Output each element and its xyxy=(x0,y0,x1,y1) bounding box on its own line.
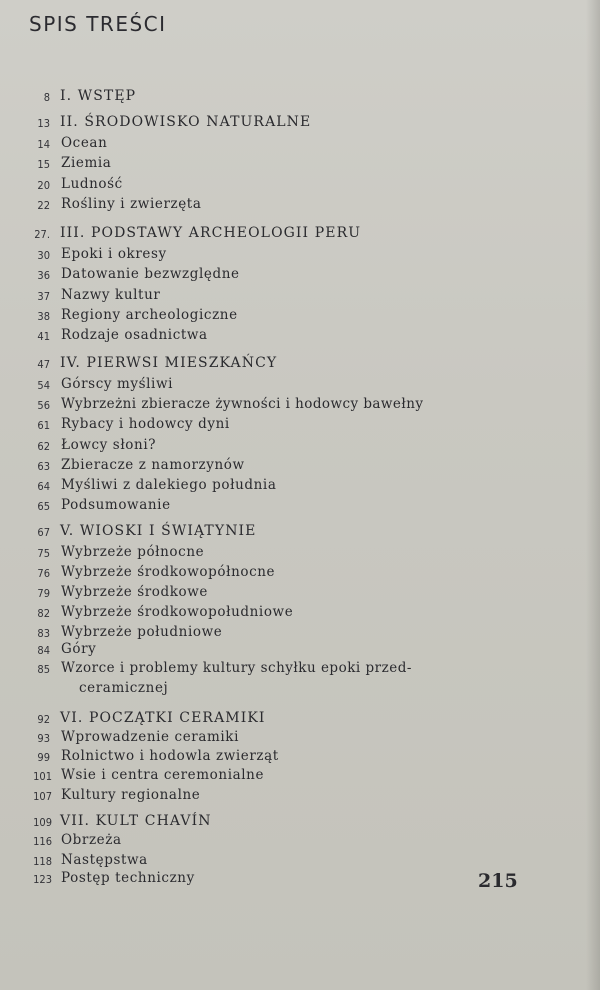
toc-section-title: Rolnictwo i hodowla zwierząt xyxy=(61,748,279,764)
toc-section-title: Zbieracze z namorzynów xyxy=(61,457,245,473)
toc-section-title: Nazwy kultur xyxy=(61,287,161,303)
toc-page-number: 107 xyxy=(33,790,52,803)
toc-section-title: Ludność xyxy=(61,176,123,192)
toc-page-number: 64 xyxy=(37,480,50,493)
toc-page-number: 82 xyxy=(37,607,50,620)
toc-page-number: 30 xyxy=(37,249,50,262)
toc-page-number: 61 xyxy=(37,419,50,432)
toc-chapter-title: VI. POCZĄTKI CERAMIKI xyxy=(60,710,266,726)
toc-section-title: Łowcy słoni? xyxy=(61,437,157,453)
toc-section-title: Wybrzeże środkowopółnocne xyxy=(61,564,276,580)
toc-section-title: Wybrzeże południowe xyxy=(61,624,223,640)
toc-page-number: 56 xyxy=(37,399,50,412)
toc-section-title: Rośliny i zwierzęta xyxy=(61,196,202,212)
toc-section-title: Wybrzeżni zbieracze żywności i hodowcy bawełny xyxy=(61,396,424,412)
toc-section-title: Rodzaje osadnictwa xyxy=(61,327,208,343)
toc-chapter-title: IV. PIERWSI MIESZKAŃCY xyxy=(60,355,278,371)
toc-section-title: Epoki i okresy xyxy=(61,246,167,262)
toc-page-number: 101 xyxy=(33,770,52,783)
toc-page-number: 62 xyxy=(37,440,50,453)
toc-section-title: Ocean xyxy=(61,135,108,151)
toc-section-title: Ziemia xyxy=(61,155,112,171)
toc-page-number: 109 xyxy=(33,816,52,829)
toc-page-number: 84 xyxy=(37,644,50,657)
toc-section-title: Wybrzeże środkowe xyxy=(61,584,208,600)
toc-page-number: 123 xyxy=(33,873,52,886)
toc-page-number: 118 xyxy=(33,855,52,868)
toc-page-number: 27. xyxy=(34,228,50,241)
toc-page-number: 41 xyxy=(37,330,50,343)
toc-section-title: Następstwa xyxy=(61,852,148,868)
toc-page-number: 37 xyxy=(37,290,50,303)
toc-section-title: Wybrzeże północne xyxy=(61,544,205,560)
toc-page-number: 75 xyxy=(37,547,50,560)
toc-page-number: 67 xyxy=(37,526,50,539)
toc-page-number: 83 xyxy=(37,627,50,640)
toc-page-number: 14 xyxy=(37,138,50,151)
toc-section-title: Obrzeża xyxy=(61,832,122,848)
toc-page-number: 54 xyxy=(37,379,50,392)
toc-page-number: 22 xyxy=(37,199,50,212)
toc-page-number: 116 xyxy=(33,835,52,848)
toc-section-title: ceramicznej xyxy=(79,680,169,696)
toc-page-number: 13 xyxy=(37,117,50,130)
toc-chapter-title: V. WIOSKI I ŚWIĄTYNIE xyxy=(60,523,257,539)
toc-page-number: 79 xyxy=(37,587,50,600)
toc-chapter-title: I. WSTĘP xyxy=(60,88,137,104)
toc-chapter-title: VII. KULT CHAVÍN xyxy=(60,813,212,829)
toc-section-title: Wybrzeże środkowopołudniowe xyxy=(61,604,294,620)
toc-section-title: Górscy myśliwi xyxy=(61,376,174,392)
toc-section-title: Myśliwi z dalekiego południa xyxy=(61,477,277,493)
toc-page-number: 93 xyxy=(37,732,50,745)
toc-page-number: 20 xyxy=(37,179,50,192)
toc-page-number: 65 xyxy=(37,500,50,513)
toc-page-number: 15 xyxy=(37,158,50,171)
toc-page-number: 92 xyxy=(37,713,50,726)
toc-page-number: 76 xyxy=(37,567,50,580)
toc-section-title: Datowanie bezwzględne xyxy=(61,266,240,282)
toc-section-title: Wzorce i problemy kultury schyłku epoki przed- xyxy=(61,660,412,676)
folio-page-number: 215 xyxy=(478,870,518,892)
toc-section-title: Wsie i centra ceremonialne xyxy=(61,767,265,783)
toc-section-title: Regiony archeologiczne xyxy=(61,307,238,323)
toc-section-title: Góry xyxy=(61,641,97,657)
toc-page-number: 38 xyxy=(37,310,50,323)
toc-section-title: Podsumowanie xyxy=(61,497,171,513)
toc-section-title: Wprowadzenie ceramiki xyxy=(61,729,240,745)
toc-section-title: Kultury regionalne xyxy=(61,787,201,803)
toc-page-number: 63 xyxy=(37,460,50,473)
toc-page-number: 99 xyxy=(37,751,50,764)
toc-section-title: Rybacy i hodowcy dyni xyxy=(61,416,230,432)
toc-page-number: 8 xyxy=(43,91,50,104)
toc-chapter-title: II. ŚRODOWISKO NATURALNE xyxy=(60,114,312,130)
toc-page-number: 85 xyxy=(37,663,50,676)
toc-page-number: 36 xyxy=(37,269,50,282)
toc-page-number: 47 xyxy=(37,358,50,371)
toc-chapter-title: III. PODSTAWY ARCHEOLOGII PERU xyxy=(60,225,362,241)
toc-section-title: Postęp techniczny xyxy=(61,870,195,886)
page-title: SPIS TREŚCI xyxy=(29,12,167,36)
